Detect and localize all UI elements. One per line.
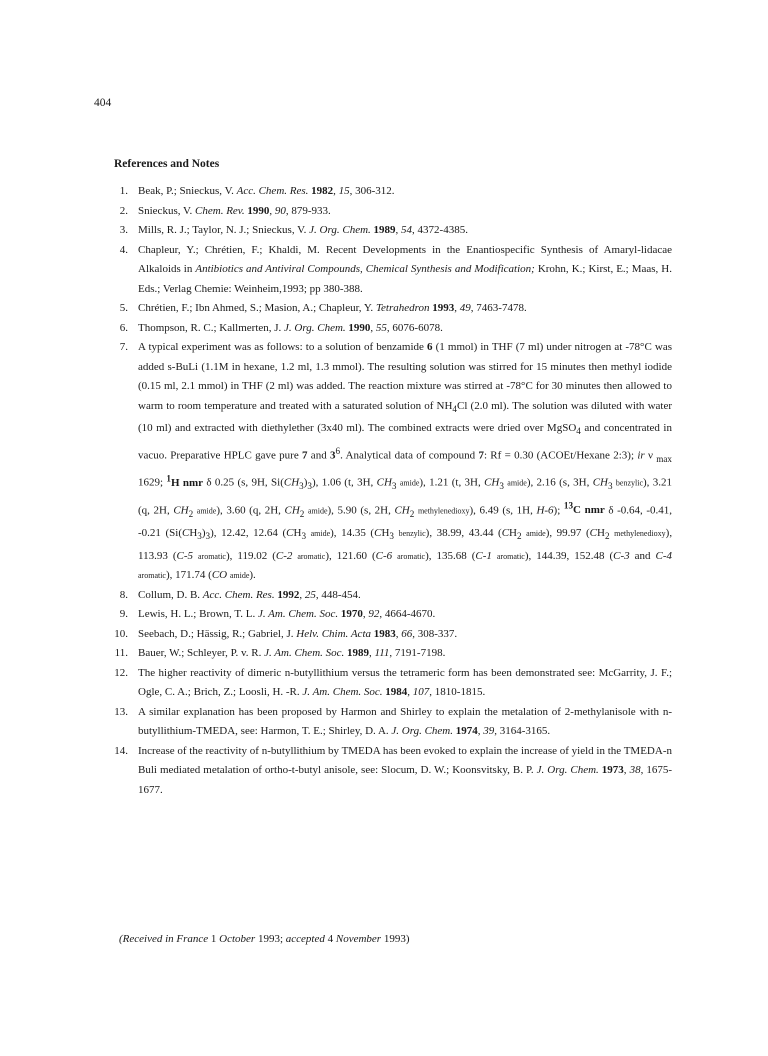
reference-item bbox=[106, 644, 672, 664]
reference-text: Bauer, W.; Schleyer, P. v. R. J. Am. Chem. Soc. 1989, 111, 7191-7198. bbox=[138, 647, 446, 660]
reference-text: Lewis, H. L.; Brown, T. L. J. Am. Chem. Soc. 1970, 92, 4664-4670. bbox=[138, 608, 436, 621]
reference-item bbox=[106, 221, 672, 241]
reference-item bbox=[106, 182, 672, 202]
reference-item bbox=[106, 605, 672, 625]
reference-text: Seebach, D.; Hässig, R.; Gabriel, J. Helv. Chim. Acta 1983, 66, 308-337. bbox=[138, 627, 458, 640]
reference-item bbox=[106, 319, 672, 339]
reference-number: 2. bbox=[119, 204, 128, 217]
reference-text: A similar explanation has been proposed by Harmon and Shirley to explain the metalation of 2-methylanisole with n-butyllithium-TMEDA, see: Harmon, T. E.; Shirley, D. A. J. Org. Chem. 1974, 39, 3164-3165. bbox=[138, 705, 672, 738]
reference-number: 14. bbox=[114, 744, 128, 757]
reference-text: Increase of the reactivity of n-butyllithium by TMEDA has been evoked to explain the increase of yield in the TMEDA-n Buli mediated metalation of ortho-t-butyl anisole, see: Slocum, D. W.; Koonsvitsky, B. P. J. Org. Chem. 1973, 38, 1675-1677. bbox=[138, 744, 672, 796]
reference-text: Snieckus, V. Chem. Rev. 1990, 90, 879-933. bbox=[138, 204, 331, 217]
reference-text: Thompson, R. C.; Kallmerten, J. J. Org. Chem. 1990, 55, 6076-6078. bbox=[138, 321, 443, 334]
reference-item bbox=[106, 241, 672, 300]
reference-number: 9. bbox=[119, 608, 128, 621]
reference-text: Beak, P.; Snieckus, V. Acc. Chem. Res. 1982, 15, 306-312. bbox=[138, 185, 395, 197]
reference-item bbox=[106, 202, 672, 222]
reference-number: 11. bbox=[114, 647, 128, 660]
reference-item bbox=[106, 742, 672, 801]
reference-item bbox=[106, 338, 672, 586]
reference-number: 7. bbox=[119, 341, 128, 353]
reference-item bbox=[106, 664, 672, 703]
reference-number: 6. bbox=[119, 321, 128, 334]
reference-number: 3. bbox=[119, 224, 128, 236]
reference-number: 4. bbox=[119, 243, 128, 256]
page-number: 404 bbox=[94, 97, 112, 109]
reference-text: Collum, D. B. Acc. Chem. Res. 1992, 25, 448-454. bbox=[138, 588, 361, 601]
reference-number: 10. bbox=[114, 627, 128, 640]
reference-number: 8. bbox=[119, 588, 128, 601]
reference-text: Chapleur, Y.; Chrétien, F.; Khaldi, M. Recent Developments in the Enantiospecific Synthesis of Amaryl-lidacae Alkaloids in Antibiotics and Antiviral Compounds, Chemical Synthesis and Modification; Krohn, K.; Kirst, E.; Maas, H. Eds.; Verlag Chemie: Weinheim,1993; pp 380-388. bbox=[138, 243, 672, 295]
reference-number: 1. bbox=[119, 185, 128, 197]
reference-text: A typical experiment was as follows: to a solution of benzamide 6 (1 mmol) in THF (7 ml) under nitrogen at -78°C was added s-BuLi (1.1M in hexane, 1.2 ml, 1.3 mmol). The resulting solution was stirred for 15 minutes then methyl iodide (0.15 ml, 2.1 mmol) in THF (2 ml) was added. The reaction mixture was stirred at -78°C for 30 minutes then allowed to warm to room temperature and treated with a saturated solution of $NH_4Cl$ (2.0 ml). The solution was diluted with water (10 ml) and extracted with diethylether (3x40 ml). The combined extracts were dried over MgSO$_4$ and concentrated in vacuo. Preparative HPLC gave pure 7 and $3^6$. Analytical data of compound 7: Rf = 0.30 (ACOEt/Hexane 2:3); ir ν $_{max}$ 1629; $^1$H nmr δ 0.25 (s, 9H, $Si(CH_3)_3$), 1.06 (t, 3H, $CH_3$ amide), 1.21 (t, 3H, $CH_3$ amide), 2.16 (s, 3H, $CH_3$ benzylic), 3.21 (q, 2H, $CH_2$ amide), 3.60 (q, 2H, $CH_2$ amide), 5.90 (s, 2H, $CH_2$ methylenedioxy), 6.49 (s, 1H, H-6); $^{13}$C nmr δ -0.64, -0.41, -0.21 $(Si(CH_3)_3)$, 12.42, 12.64 ($CH_3$ amide), 14.35 ($CH_3$ benzylic), 38.99, 43.44 ($CH_2$ amide), 99.97 ($CH_2$ methylenedioxy), 113.93 (C-5 aromatic), 119.02 (C-2 aromatic), 121.60 (C-6 aromatic), 135.68 (C-1 aromatic), 144.39, 152.48 (C-3 and C-4 aromatic), 171.74 (CO amide). bbox=[138, 341, 673, 582]
reference-text: The higher reactivity of dimeric n-butyllithium versus the tetrameric form has been demonstrated see: McGarrity, J. F.; Ogle, C. A.; Brich, Z.; Loosli, H. -R. J. Am. Chem. Soc. 1984, 107, 1810-1815. bbox=[138, 666, 672, 699]
reference-number: 12. bbox=[114, 666, 128, 679]
reference-item bbox=[106, 299, 672, 319]
reference-text: Chrétien, F.; Ibn Ahmed, S.; Masion, A.; Chapleur, Y. Tetrahedron 1993, 49, 7463-7478. bbox=[138, 302, 527, 314]
section-heading: References and Notes bbox=[114, 158, 220, 170]
reference-number: 13. bbox=[114, 705, 128, 718]
reference-item bbox=[106, 703, 672, 742]
received-note: (Received in France 1 October 1993; accepted 4 November 1993) bbox=[119, 933, 410, 945]
reference-list bbox=[106, 182, 672, 800]
reference-item bbox=[106, 586, 672, 606]
reference-number: 5. bbox=[119, 302, 128, 314]
reference-item bbox=[106, 625, 672, 645]
reference-text: Mills, R. J.; Taylor, N. J.; Snieckus, V. J. Org. Chem. 1989, 54, 4372-4385. bbox=[138, 224, 468, 236]
